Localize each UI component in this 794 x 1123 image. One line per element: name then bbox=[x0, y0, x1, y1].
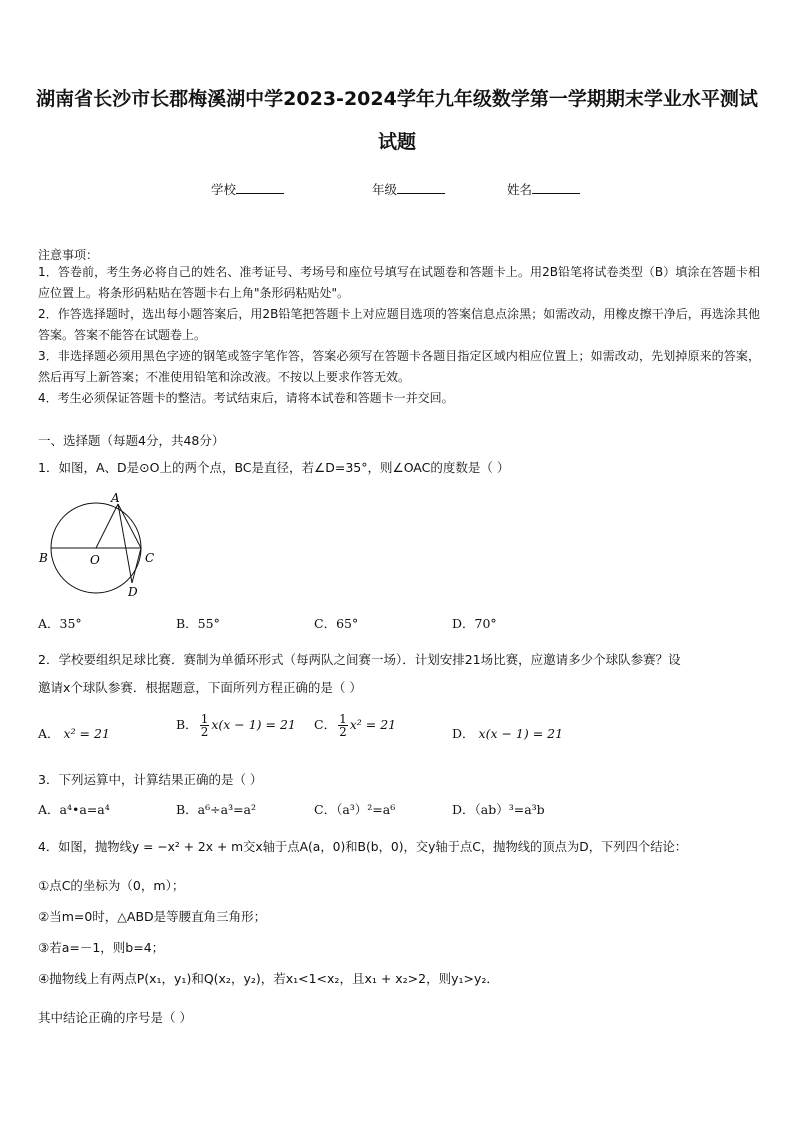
notes-heading: 注意事项： bbox=[38, 248, 99, 262]
label-b: B bbox=[39, 551, 48, 565]
q1-option-d: D．70° bbox=[452, 616, 497, 631]
label-o: O bbox=[90, 553, 100, 567]
section-heading: 一、选择题（每题4分，共48分） bbox=[38, 433, 225, 448]
question-4-stem: 4．如图，抛物线y = −x² + 2x + m交x轴于点A(a，0)和B(b，0)，交y轴于点C，抛物线的顶点为D，下列四个结论： bbox=[38, 840, 688, 854]
q2-option-a-label: A． bbox=[38, 726, 60, 741]
note-item: 1．答卷前，考生务必将自己的姓名、准考证号、考场号和座位号填写在试题卷和答题卡上。用2B铅笔将试卷类型（B）填涂在答题卡相应位置上。将条形码粘贴在答题卡右上角"条形码粘贴处"。 bbox=[38, 265, 760, 300]
label-a: A bbox=[111, 491, 120, 505]
q2-option-d bbox=[452, 724, 563, 742]
q2-stem-line2: 邀请x个球队参赛．根据题意，下面所列方程正确的是（ ） bbox=[38, 680, 362, 695]
question-1-stem: 1．如图，A、D是⊙O上的两个点，BC是直径，若∠D=35°，则∠OAC的度数是（ ） bbox=[38, 460, 510, 475]
segment-dc bbox=[132, 548, 141, 583]
note-item: 4．考生必须保证答题卡的整洁。考试结束后，请将本试卷和答题卡一并交回。 bbox=[38, 391, 454, 405]
q4-statement-4: ④抛物线上有两点P(x₁，y₁)和Q(x₂，y₂)，若x₁<1<x₂，且x₁ + x₂>2，则y₁>y₂． bbox=[38, 971, 499, 986]
q4-statement-2: ②当m=0时，△ABD是等腰直角三角形； bbox=[38, 909, 267, 924]
exam-title-line2: 试题 bbox=[377, 131, 416, 153]
q2-option-d-expr: x(x − 1) = 21 bbox=[478, 726, 564, 741]
q2-stem-line1: 2．学校要组织足球比赛．赛制为单循环形式（每两队之间赛一场）．计划安排21场比赛，应邀请多少个球队参赛？设 bbox=[38, 652, 681, 667]
note-item: 2．作答选择题时，选出每小题答案后，用2B铅笔把答题卡上对应题目选项的答案信息点涂黑；如需改动，用橡皮擦干净后，再选涂其他答案。答案不能答在试题卷上。 bbox=[38, 307, 760, 342]
q4-statement-3: ③若a=－1，则b=4； bbox=[38, 940, 165, 955]
q4-statements bbox=[38, 870, 760, 994]
q1-option-a: A．35° bbox=[38, 616, 82, 631]
q3-option-a: A．a⁴•a=a⁴ bbox=[38, 802, 110, 817]
school-field bbox=[211, 180, 284, 198]
grade-label: 年级 bbox=[372, 182, 398, 197]
q2-option-c-label: C． bbox=[314, 717, 337, 732]
school-label: 学校 bbox=[211, 182, 237, 197]
q1-option-c: C．65° bbox=[314, 616, 359, 631]
school-blank bbox=[236, 181, 284, 194]
label-c: C bbox=[145, 551, 155, 565]
q2-option-a-expr: x² = 21 bbox=[63, 726, 110, 741]
q3-option-d: D．（ab）³=a³b bbox=[452, 802, 545, 817]
name-field bbox=[507, 180, 580, 198]
q3-option-c: C．（a³）²=a⁶ bbox=[314, 802, 396, 817]
fraction-numerator: 1 bbox=[200, 712, 209, 726]
fraction-denominator: 2 bbox=[339, 725, 347, 739]
segment-ao bbox=[96, 504, 118, 548]
name-blank bbox=[532, 181, 580, 194]
q1-option-b: B．55° bbox=[176, 616, 220, 631]
q2-option-c bbox=[314, 713, 396, 738]
circle-figure bbox=[36, 490, 166, 598]
exam-title-line1: 湖南省长沙市长郡梅溪湖中学2023-2024学年九年级数学第一学期期末学业水平测试 bbox=[36, 88, 758, 110]
notes-list bbox=[38, 262, 760, 409]
q2-option-c-expr: x² = 21 bbox=[349, 717, 397, 732]
name-label: 姓名 bbox=[507, 182, 533, 197]
fraction-numerator: 1 bbox=[339, 712, 347, 726]
q4-statement-1: ①点C的坐标为（0，m）； bbox=[38, 878, 185, 893]
question-3-stem: 3．下列运算中，计算结果正确的是（ ） bbox=[38, 772, 263, 787]
q2-option-b-expr: x(x − 1) = 21 bbox=[211, 717, 296, 732]
q2-option-b-label: B． bbox=[176, 717, 198, 732]
fraction-denominator: 2 bbox=[200, 725, 209, 739]
q2-option-c-fraction bbox=[338, 713, 348, 738]
note-item: 3．非选择题必须用黑色字迹的钢笔或签字笔作答，答案必须写在答题卡各题目指定区域内相应位置上；如需改动，先划掉原来的答案，然后再写上新答案；不准使用铅笔和涂改液。不按以上要求作答无效。 bbox=[38, 349, 760, 384]
grade-field bbox=[372, 180, 445, 198]
q4-conclusion: 其中结论正确的序号是（ ） bbox=[38, 1010, 192, 1025]
grade-blank bbox=[397, 181, 445, 194]
q2-option-d-label: D． bbox=[452, 726, 475, 741]
q2-option-a bbox=[38, 724, 110, 742]
segment-ad bbox=[118, 504, 132, 583]
q3-option-b: B．a⁶÷a³=a² bbox=[176, 802, 257, 817]
label-d: D bbox=[128, 585, 138, 598]
q2-option-b-fraction bbox=[200, 713, 210, 738]
question-2-stem bbox=[38, 646, 760, 702]
q2-option-b bbox=[176, 713, 296, 738]
